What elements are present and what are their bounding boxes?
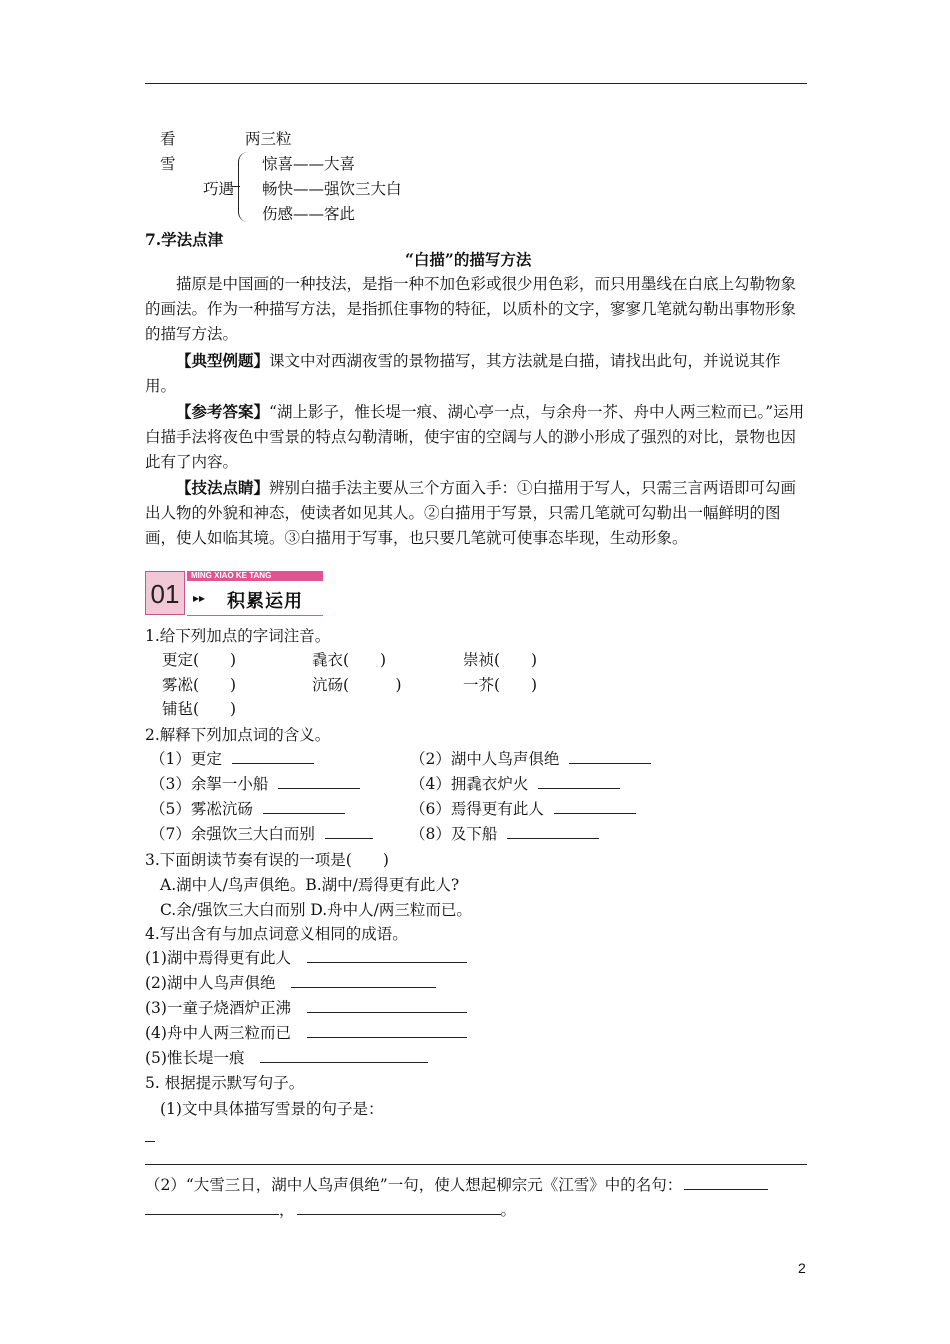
section7-subtitle: “白描”的描写方法: [405, 250, 532, 269]
section7-answer: [145, 399, 807, 475]
page-number: 2: [798, 1260, 806, 1276]
q4-answer-blank-5[interactable]: [260, 1048, 428, 1063]
q2-answer-blank-8[interactable]: [507, 824, 599, 839]
header-rule: [145, 83, 807, 84]
q1-title: 1.给下列加点的字词注音。: [145, 627, 331, 645]
q3-options-line-2: C.余/强饮三大白而别 D.舟中人/两三粒而已。: [160, 901, 472, 919]
q1-item-1: 更定( ): [162, 651, 237, 669]
tip-label: 【技法点睛】: [176, 478, 270, 497]
q5-period: 。: [500, 1201, 517, 1219]
q5-comma: ，: [279, 1201, 295, 1219]
outline-branch-1: 惊喜——大喜: [262, 155, 356, 173]
section7-tip: [145, 475, 807, 551]
q4-row-3: [145, 996, 467, 1018]
q2-item-3: （3）余挐一小船: [150, 775, 269, 793]
q2-row-1-right: [410, 747, 651, 769]
q2-answer-blank-3[interactable]: [278, 774, 360, 789]
q5-answer-blank-2a[interactable]: [684, 1175, 768, 1190]
q4-answer-blank-2[interactable]: [291, 973, 436, 988]
section-badge: [145, 571, 323, 615]
badge-body: [187, 582, 323, 616]
q2-answer-blank-2[interactable]: [569, 749, 651, 764]
q4-answer-blank-4[interactable]: [307, 1023, 467, 1038]
tip-text: 辨别白描手法主要从三个方面入手：①白描用于写人，只需三言两语即可勾画出人物的外貌和神态，使读者如见其人。②白描用于写景，只需几笔就可勾勒出一幅鲜明的图画，使人如临其境。③白描用于写事，也只要几笔就可使事态毕现，生动形象。: [145, 479, 797, 547]
q2-item-1: （1）更定: [150, 750, 222, 768]
q2-row-3-right: [410, 797, 636, 819]
q2-row-2-left: [150, 772, 360, 794]
outline-top-item: 两三粒: [245, 130, 292, 148]
outline-left-top: 看: [160, 130, 176, 148]
q4-item-5: (5)惟长堤一痕: [145, 1049, 245, 1067]
q2-item-8: （8）及下船: [410, 825, 498, 843]
q4-row-1: [145, 946, 467, 968]
q4-row-2: [145, 971, 436, 993]
outline-branch-2: 畅快——强饮三大白: [262, 180, 402, 198]
q2-item-7: （7）余强饮三大白而别: [150, 825, 315, 843]
answer-text: “湖上影子，惟长堤一痕、湖心亭一点，与余舟一芥、舟中人两三粒而已。”运用白描手法将夜色中雪景的特点勾勒清晰，使宇宙的空阔与人的渺小形成了强烈的对比，景物也因此有了内容。: [145, 403, 805, 471]
outline-branch-label: 巧遇: [203, 180, 235, 198]
q4-row-4: [145, 1021, 467, 1043]
q2-row-3-left: [150, 797, 345, 819]
q5-answer-blank-2c[interactable]: [297, 1200, 501, 1215]
q1-item-7: 铺毡( ): [162, 700, 237, 718]
q4-item-3: (3)一童子烧酒炉正沸: [145, 999, 291, 1017]
intro-text: 描原是中国画的一种技法，是指一种不加色彩或很少用色彩，而只用墨线在白底上勾勒物象的画法。作为一种描写方法，是指抓住事物的特征，以质朴的文字，寥寥几笔就勾勒出事物形象的描写方法。: [145, 275, 797, 343]
q2-answer-blank-5[interactable]: [263, 799, 345, 814]
outline-branch-3: 伤感——客此: [262, 205, 356, 223]
example-text: 课文中对西湖夜雪的景物描写，其方法就是白描，请找出此句，并说说其作用。: [145, 352, 781, 395]
q2-answer-blank-4[interactable]: [538, 774, 620, 789]
q3-title: 3.下面朗读节奏有误的一项是( ): [145, 851, 389, 869]
q2-row-2-right: [410, 772, 620, 794]
q5-sub-1: (1)文中具体描写雪景的句子是：: [160, 1100, 384, 1118]
q1-item-3: 崇祯( ): [463, 651, 538, 669]
q4-answer-blank-1[interactable]: [307, 948, 467, 963]
q1-item-2: 毳衣( ): [312, 651, 387, 669]
q3-options-line-1: A.湖中人/鸟声俱绝。B.湖中/焉得更有此人?: [160, 876, 460, 894]
q5-title: 5. 根据提示默写句子。: [145, 1074, 305, 1092]
q5-answer-blank-2b[interactable]: [145, 1200, 279, 1215]
q1-item-6: 一芥( ): [463, 676, 538, 694]
answer-label: 【参考答案】: [176, 402, 270, 421]
q2-item-2: （2）湖中人鸟声俱绝: [410, 750, 560, 768]
q5-sub-2: （2）“大雪三日，湖中人鸟声俱绝”一句，使人想起柳宗元《江雪》中的名句：: [145, 1176, 683, 1194]
q2-answer-blank-6[interactable]: [554, 799, 636, 814]
q2-row-4-left: [150, 822, 373, 844]
q5-answer-line-1[interactable]: [145, 1164, 807, 1165]
q4-answer-blank-3[interactable]: [307, 998, 467, 1013]
q2-item-5: （5）雾凇沆砀: [150, 800, 253, 818]
outline-brace-tip: [232, 186, 240, 187]
q4-row-5: [145, 1046, 428, 1068]
q2-row-1-left: [150, 747, 314, 769]
badge-top-text: MING XIAO KE TANG: [187, 571, 323, 581]
q2-answer-blank-7[interactable]: [325, 824, 373, 839]
outline-left-bottom: 雪: [160, 155, 176, 173]
section7-example: [145, 348, 807, 399]
q2-title: 2.解释下列加点词的含义。: [145, 726, 331, 744]
badge-number: 01: [145, 571, 185, 615]
q5-short-blank[interactable]: [145, 1141, 155, 1142]
q1-item-4: 雾凇( ): [162, 676, 237, 694]
q2-item-6: （6）焉得更有此人: [410, 800, 544, 818]
q5-row-2: [145, 1173, 768, 1195]
q2-item-4: （4）拥毳衣炉火: [410, 775, 529, 793]
section7-heading: 7.学法点津: [145, 230, 224, 249]
badge-title: 积累运用: [227, 591, 303, 612]
q1-item-5: 沆砀( ): [312, 676, 402, 694]
outline-brace: [238, 152, 253, 222]
q4-title: 4.写出含有与加点词意义相同的成语。: [145, 925, 408, 943]
q5-row-3: [145, 1198, 516, 1220]
example-label: 【典型例题】: [176, 351, 270, 370]
double-arrow-icon: ▸▸: [193, 591, 206, 605]
q4-item-1: (1)湖中焉得更有此人: [145, 949, 291, 967]
q4-item-4: (4)舟中人两三粒而已: [145, 1024, 291, 1042]
section7-intro: [145, 272, 807, 347]
q2-row-4-right: [410, 822, 599, 844]
q4-item-2: (2)湖中人鸟声俱绝: [145, 974, 276, 992]
q2-answer-blank-1[interactable]: [232, 749, 314, 764]
